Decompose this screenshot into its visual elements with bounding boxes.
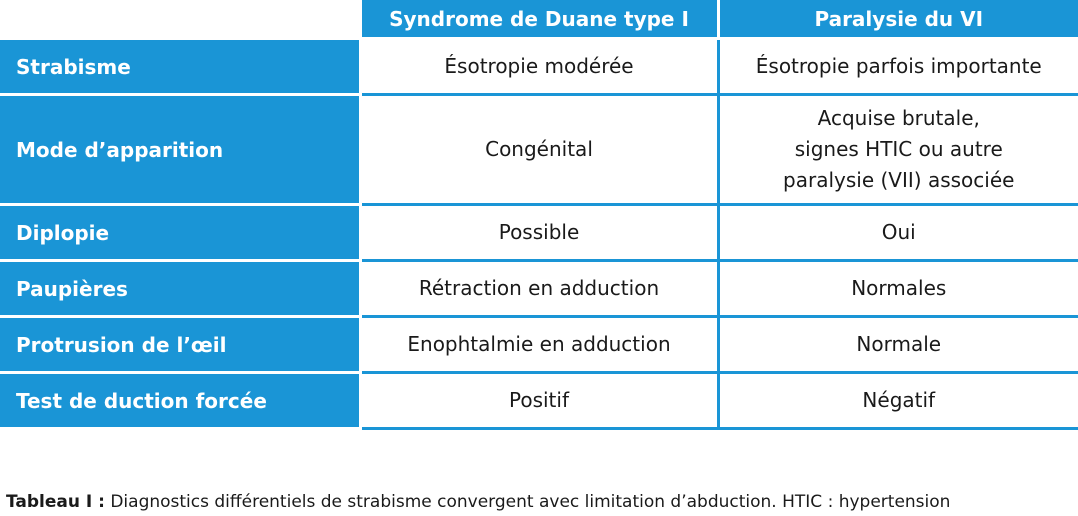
cell-paralysie: Oui bbox=[718, 205, 1078, 261]
row-label: Protrusion de l’œil bbox=[0, 317, 360, 373]
row-label: Mode d’apparition bbox=[0, 95, 360, 205]
table-row bbox=[0, 261, 1078, 317]
cell-duane: Enophtalmie en adduction bbox=[360, 317, 718, 373]
header-corner bbox=[0, 0, 360, 39]
row-label: Diplopie bbox=[0, 205, 360, 261]
table-row bbox=[0, 373, 1078, 429]
row-label: Paupières bbox=[0, 261, 360, 317]
cell-duane: Rétraction en adduction bbox=[360, 261, 718, 317]
cell-paralysie: Ésotropie parfois importante bbox=[718, 39, 1078, 95]
cell-paralysie: Acquise brutale, signes HTIC ou autre paralysie (VII) associée bbox=[718, 95, 1078, 205]
table-caption bbox=[6, 492, 1078, 512]
table-row bbox=[0, 95, 1078, 205]
cell-duane: Possible bbox=[360, 205, 718, 261]
caption-label: Tableau I : bbox=[6, 492, 105, 512]
cell-duane: Positif bbox=[360, 373, 718, 429]
row-label: Strabisme bbox=[0, 39, 360, 95]
cell-paralysie: Négatif bbox=[718, 373, 1078, 429]
cell-duane: Ésotropie modérée bbox=[360, 39, 718, 95]
cell-duane: Congénital bbox=[360, 95, 718, 205]
header-paralysie: Paralysie du VI bbox=[718, 0, 1078, 39]
table-row bbox=[0, 317, 1078, 373]
cell-paralysie: Normales bbox=[718, 261, 1078, 317]
row-label: Test de duction forcée bbox=[0, 373, 360, 429]
header-row bbox=[0, 0, 1078, 39]
table-row bbox=[0, 205, 1078, 261]
caption-text: Diagnostics différentiels de strabisme convergent avec limitation d’abduction. HTIC : hypertension bbox=[104, 492, 951, 512]
cell-paralysie: Normale bbox=[718, 317, 1078, 373]
table-row bbox=[0, 39, 1078, 95]
header-duane: Syndrome de Duane type I bbox=[360, 0, 718, 39]
